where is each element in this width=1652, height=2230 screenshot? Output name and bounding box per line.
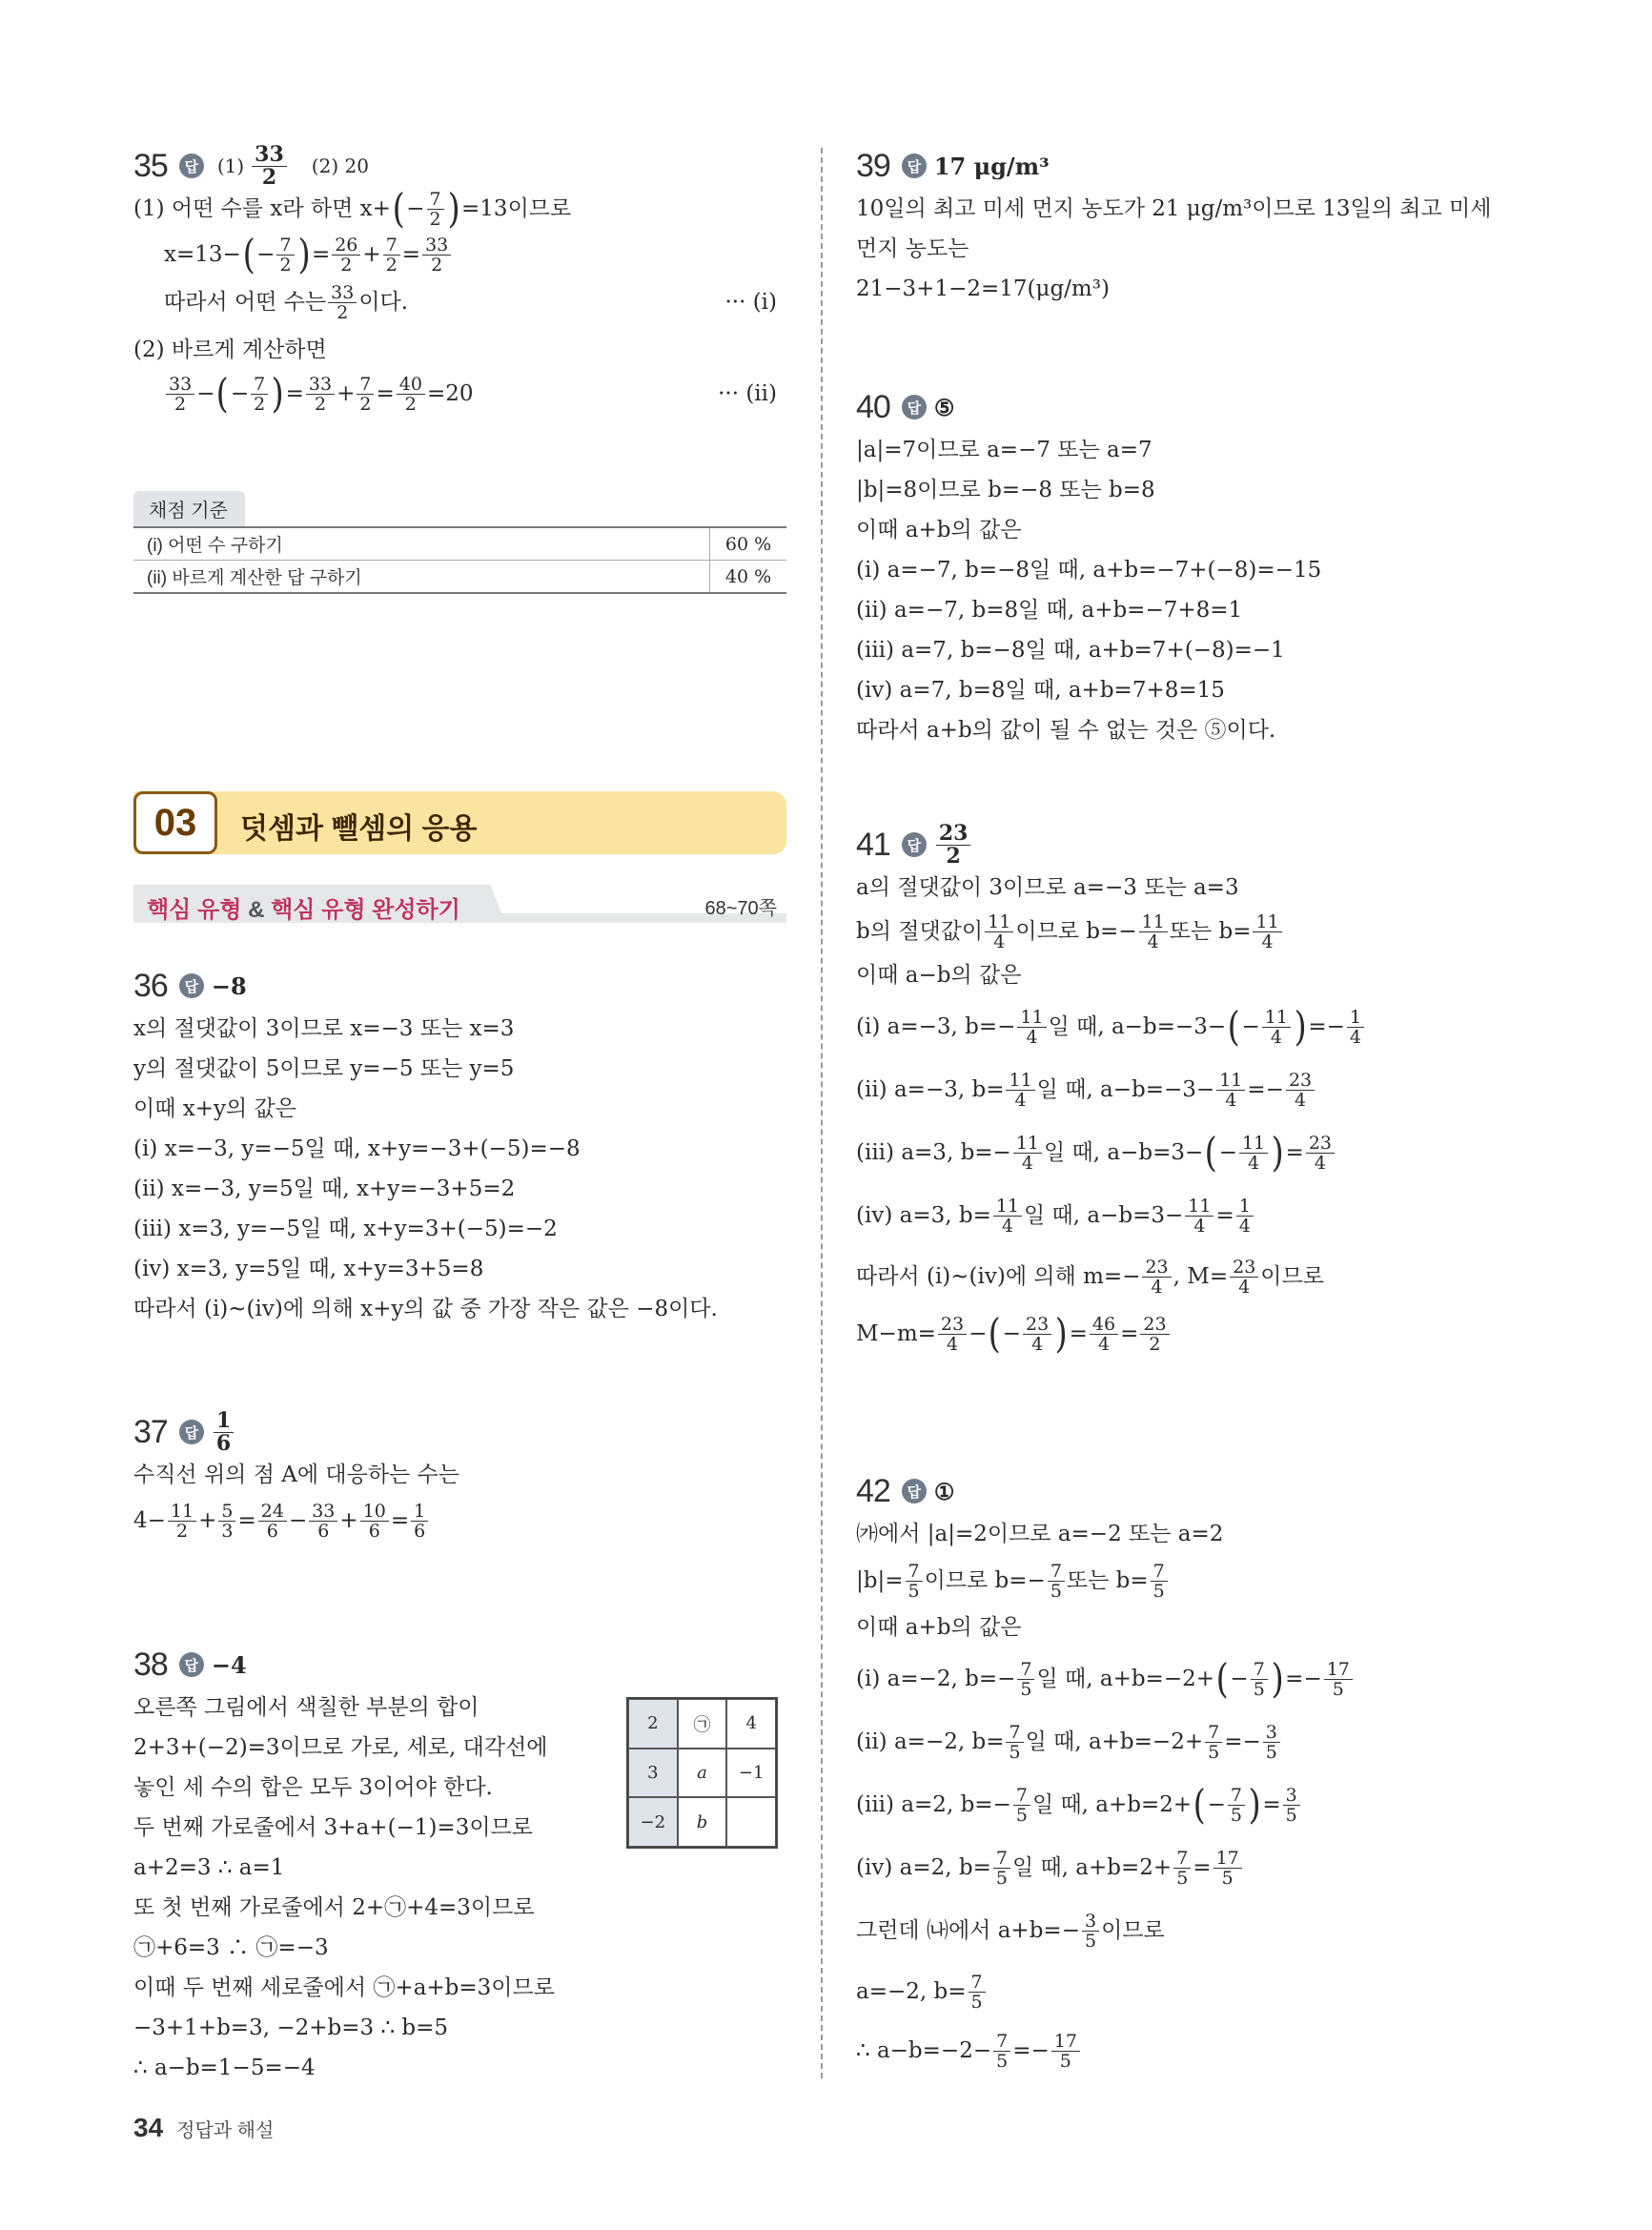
solution-line: x=13− ( − $\frac{7}{2}$ ) = $\frac{26}{2}$ + $\frac{7}{2}$ = $\frac{33}{2}$ — [133, 235, 786, 275]
problem-36 — [133, 963, 786, 1329]
problem-42 — [856, 1468, 1523, 2080]
solution-line: (iv) a=7, b=8일 때, a+b=7+8=15 — [856, 678, 1225, 703]
solution-line: x의 절댓값이 3이므로 x=−3 또는 x=3 — [133, 1016, 515, 1041]
solution-line: |a|=7이므로 a=−7 또는 a=7 — [856, 438, 1152, 462]
answer: (1) $\frac{33}{2}$ (2) 20 — [216, 141, 369, 190]
page-footer — [133, 2113, 274, 2143]
page-range: 68~70쪽 — [704, 898, 777, 919]
problem-number: 37 — [133, 1413, 168, 1450]
solution-line: (ii) a=−7, b=8일 때, a+b=−7+8=1 — [856, 598, 1243, 623]
problem-number: 36 — [133, 967, 168, 1004]
solution-line: 이때 두 번째 세로줄에서 ㉠+a+b=3이므로 — [133, 1975, 555, 2000]
solution-line: 두 번째 가로줄에서 3+a+(−1)=3이므로 — [133, 1815, 533, 1840]
solution-line: ∴ a−b=−2− $\frac{7}{5}$ =− $\frac{17}{5}$ — [856, 2021, 1523, 2080]
answer: $\frac{1}{6}$ — [214, 1410, 234, 1455]
answer: $\frac{23}{2}$ — [936, 823, 971, 868]
answer-badge: 답 — [902, 1479, 927, 1504]
answer-badge: 답 — [179, 1420, 204, 1444]
solution-line: 따라서 a+b의 값이 될 수 없는 것은 ⑤이다. — [856, 718, 1276, 743]
solution-line: 따라서 어떤 수는 $\frac{33}{2}$ 이다. ··· (i) — [164, 281, 777, 323]
grading-table — [133, 491, 786, 594]
solution-line: ㉠+6=3 ∴ ㉠=−3 — [133, 1935, 329, 1960]
problem-number: 42 — [856, 1472, 890, 1509]
solution-line: (ii) a=−3, b= $\frac{11}{4}$ 일 때, a−b=−3− $\frac{11}{4}$ =− $\frac{23}{4}$ — [856, 1058, 1523, 1121]
solution-line: (iii) a=2, b=− $\frac{7}{5}$ 일 때, a+b=2+ ( − $\frac{7}{5}$ ) = $\frac{3}{5}$ — [856, 1773, 1523, 1836]
grid-cell: −1 — [726, 1749, 776, 1798]
solution-line: 이때 a+b의 값은 — [856, 1615, 1022, 1640]
grading-row: (i) 어떤 수 구하기 60 % — [133, 528, 786, 560]
problem-41 — [856, 822, 1523, 1361]
solution-line: y의 절댓값이 5이므로 y=−5 또는 y=5 — [133, 1056, 515, 1081]
solution-line: (iii) x=3, y=−5일 때, x+y=3+(−5)=−2 — [133, 1217, 558, 1241]
answer-badge: 답 — [179, 153, 204, 178]
solution-line: (iv) x=3, y=5일 때, x+y=3+5=8 — [133, 1257, 484, 1281]
solution-line: 또 첫 번째 가로줄에서 2+㉠+4=3이므로 — [133, 1895, 535, 1920]
solution-line: |b|= $\frac{7}{5}$ 이므로 b=− $\frac{7}{5}$ 또는 b= $\frac{7}{5}$ — [856, 1554, 1523, 1607]
magic-square-grid — [626, 1697, 778, 1849]
grading-row: (ii) 바르게 계산한 답 구하기 40 % — [133, 560, 786, 592]
solution-line: M−m= $\frac{23}{4}$ − ( − $\frac{23}{4}$ ) = $\frac{46}{4}$ = $\frac{23}{2}$ — [856, 1306, 1523, 1361]
answer-badge: 답 — [902, 395, 927, 419]
grid-cell: b — [678, 1797, 727, 1847]
solution-line: (ii) x=−3, y=5일 때, x+y=−3+5=2 — [133, 1176, 516, 1201]
solution-line: |b|=8이므로 b=−8 또는 b=8 — [856, 478, 1155, 502]
grid-cell — [726, 1797, 776, 1847]
section-number: 03 — [133, 791, 217, 854]
grid-cell: a — [678, 1749, 727, 1798]
problem-number: 39 — [856, 147, 890, 184]
solution-line: b의 절댓값이 $\frac{11}{4}$ 이므로 b=− $\frac{11}{4}$ 또는 b= $\frac{11}{4}$ — [856, 908, 1523, 955]
solution-line: 먼지 농도는 — [856, 236, 969, 261]
subheader-bar — [133, 885, 786, 927]
grading-title: 채점 기준 — [133, 491, 245, 526]
solution-line: (2) 바르게 계산하면 — [133, 338, 327, 362]
column-divider — [821, 148, 823, 2078]
solution-line: 그런데 ㈏에서 a+b=− $\frac{3}{5}$ 이므로 — [856, 1910, 1165, 1952]
grid-cell: ㉠ — [678, 1699, 727, 1749]
answer: ⑤ — [933, 393, 955, 421]
solution-line: 이때 a+b의 값은 — [856, 518, 1022, 542]
answer: −4 — [211, 1650, 247, 1679]
solution-line: (1) 어떤 수를 x라 하면 x+ ( − $\frac{7}{2}$ ) =13이므로 — [133, 185, 572, 232]
solution-line: 수직선 위의 점 A에 대응하는 수는 — [133, 1463, 459, 1487]
problem-40 — [856, 384, 1523, 750]
solution-line: 2+3+(−2)=3이므로 가로, 세로, 대각선에 — [133, 1735, 548, 1760]
solution-line: (iv) a=2, b= $\frac{7}{5}$ 일 때, a+b=2+ $\frac{7}{5}$ = $\frac{17}{5}$ — [856, 1836, 1523, 1899]
section-header — [133, 791, 786, 858]
solution-line: (i) a=−2, b=− $\frac{7}{5}$ 일 때, a+b=−2+ ( − $\frac{7}{5}$ ) =− $\frac{17}{5}$ — [856, 1647, 1523, 1710]
solution-line: ㈎에서 |a|=2이므로 a=−2 또는 a=2 — [856, 1522, 1224, 1546]
problem-number: 35 — [133, 147, 168, 184]
grid-cell: −2 — [628, 1797, 678, 1847]
answer-badge: 답 — [179, 973, 204, 998]
problem-number: 40 — [856, 388, 890, 425]
answer: 17 μg/m³ — [933, 152, 1050, 180]
solution-line: 오른쪽 그림에서 색칠한 부분의 합이 — [133, 1695, 479, 1720]
problem-37 — [133, 1409, 786, 1541]
grid-cell: 4 — [726, 1699, 776, 1749]
solution-line: (ii) a=−2, b= $\frac{7}{5}$ 일 때, a+b=−2+ $\frac{7}{5}$ =− $\frac{3}{5}$ — [856, 1710, 1523, 1773]
solution-line: (i) x=−3, y=−5일 때, x+y=−3+(−5)=−8 — [133, 1136, 581, 1161]
solution-line: 4− $\frac{11}{2}$ + $\frac{5}{3}$ = $\frac{24}{6}$ − $\frac{33}{6}$ + $\frac{10}{6}$ = $\frac{1}{6}$ — [133, 1501, 786, 1541]
page-number: 34 — [133, 2113, 164, 2142]
answer-badge: 답 — [179, 1652, 204, 1677]
answer: −8 — [211, 972, 247, 1000]
problem-38 — [133, 1642, 786, 2088]
solution-line: $\frac{33}{2}$ − ( − $\frac{7}{2}$ ) = $\frac{33}{2}$ + $\frac{7}{2}$ = $\frac{40}{2}$ =20 ··· (ii) — [133, 374, 786, 414]
problem-number: 38 — [133, 1646, 168, 1683]
solution-line: 따라서 (i)~(iv)에 의해 x+y의 값 중 가장 작은 값은 −8이다. — [133, 1297, 718, 1321]
solution-line: (i) a=−3, b=− $\frac{11}{4}$ 일 때, a−b=−3− ( − $\frac{11}{4}$ ) =− $\frac{1}{4}$ — [856, 995, 1523, 1058]
solution-line: (i) a=−7, b=−8일 때, a+b=−7+(−8)=−15 — [856, 558, 1322, 583]
solution-line: a=−2, b= $\frac{7}{5}$ — [856, 1962, 1523, 2021]
grid-cell: 2 — [628, 1699, 678, 1749]
problem-number: 41 — [856, 826, 890, 863]
solution-line: −3+1+b=3, −2+b=3 ∴ b=5 — [133, 2015, 449, 2040]
problem-35 — [133, 141, 786, 417]
problem-39 — [856, 143, 1523, 309]
solution-line: (iv) a=3, b= $\frac{11}{4}$ 일 때, a−b=3− $\frac{11}{4}$ = $\frac{1}{4}$ — [856, 1184, 1523, 1247]
solution-line: 10일의 최고 미세 먼지 농도가 21 μg/m³이므로 13일의 최고 미세 — [856, 196, 1492, 221]
subheader-label: 핵심 유형 & 핵심 유형 완성하기 — [147, 897, 460, 923]
solution-line: a의 절댓값이 3이므로 a=−3 또는 a=3 — [856, 875, 1239, 900]
fraction: $\frac{33}{2}$ — [252, 144, 287, 189]
solution-line: ∴ a−b=1−5=−4 — [133, 2056, 316, 2080]
solution-line: (iii) a=7, b=−8일 때, a+b=7+(−8)=−1 — [856, 638, 1285, 663]
solution-line: (iii) a=3, b=− $\frac{11}{4}$ 일 때, a−b=3− ( − $\frac{11}{4}$ ) = $\frac{23}{4}$ — [856, 1121, 1523, 1184]
footer-title: 정답과 해설 — [176, 2120, 275, 2141]
answer-badge: 답 — [902, 153, 927, 178]
grid-cell: 3 — [628, 1749, 678, 1798]
solution-line: 이때 x+y의 값은 — [133, 1096, 296, 1121]
section-title: 덧셈과 뺄셈의 응용 — [240, 813, 478, 845]
answer-badge: 답 — [902, 832, 927, 857]
answer: ① — [933, 1477, 955, 1505]
solution-line: 놓인 세 수의 합은 모두 3이어야 한다. — [133, 1775, 493, 1800]
solution-line: 21−3+1−2=17(μg/m³) — [856, 276, 1110, 301]
solution-line: 따라서 (i)~(iv)에 의해 m=− $\frac{23}{4}$ , M= $\frac{23}{4}$ 이므로 — [856, 1256, 1324, 1298]
solution-line: 이때 a−b의 값은 — [856, 963, 1022, 988]
solution-line: a+2=3 ∴ a=1 — [133, 1855, 285, 1880]
